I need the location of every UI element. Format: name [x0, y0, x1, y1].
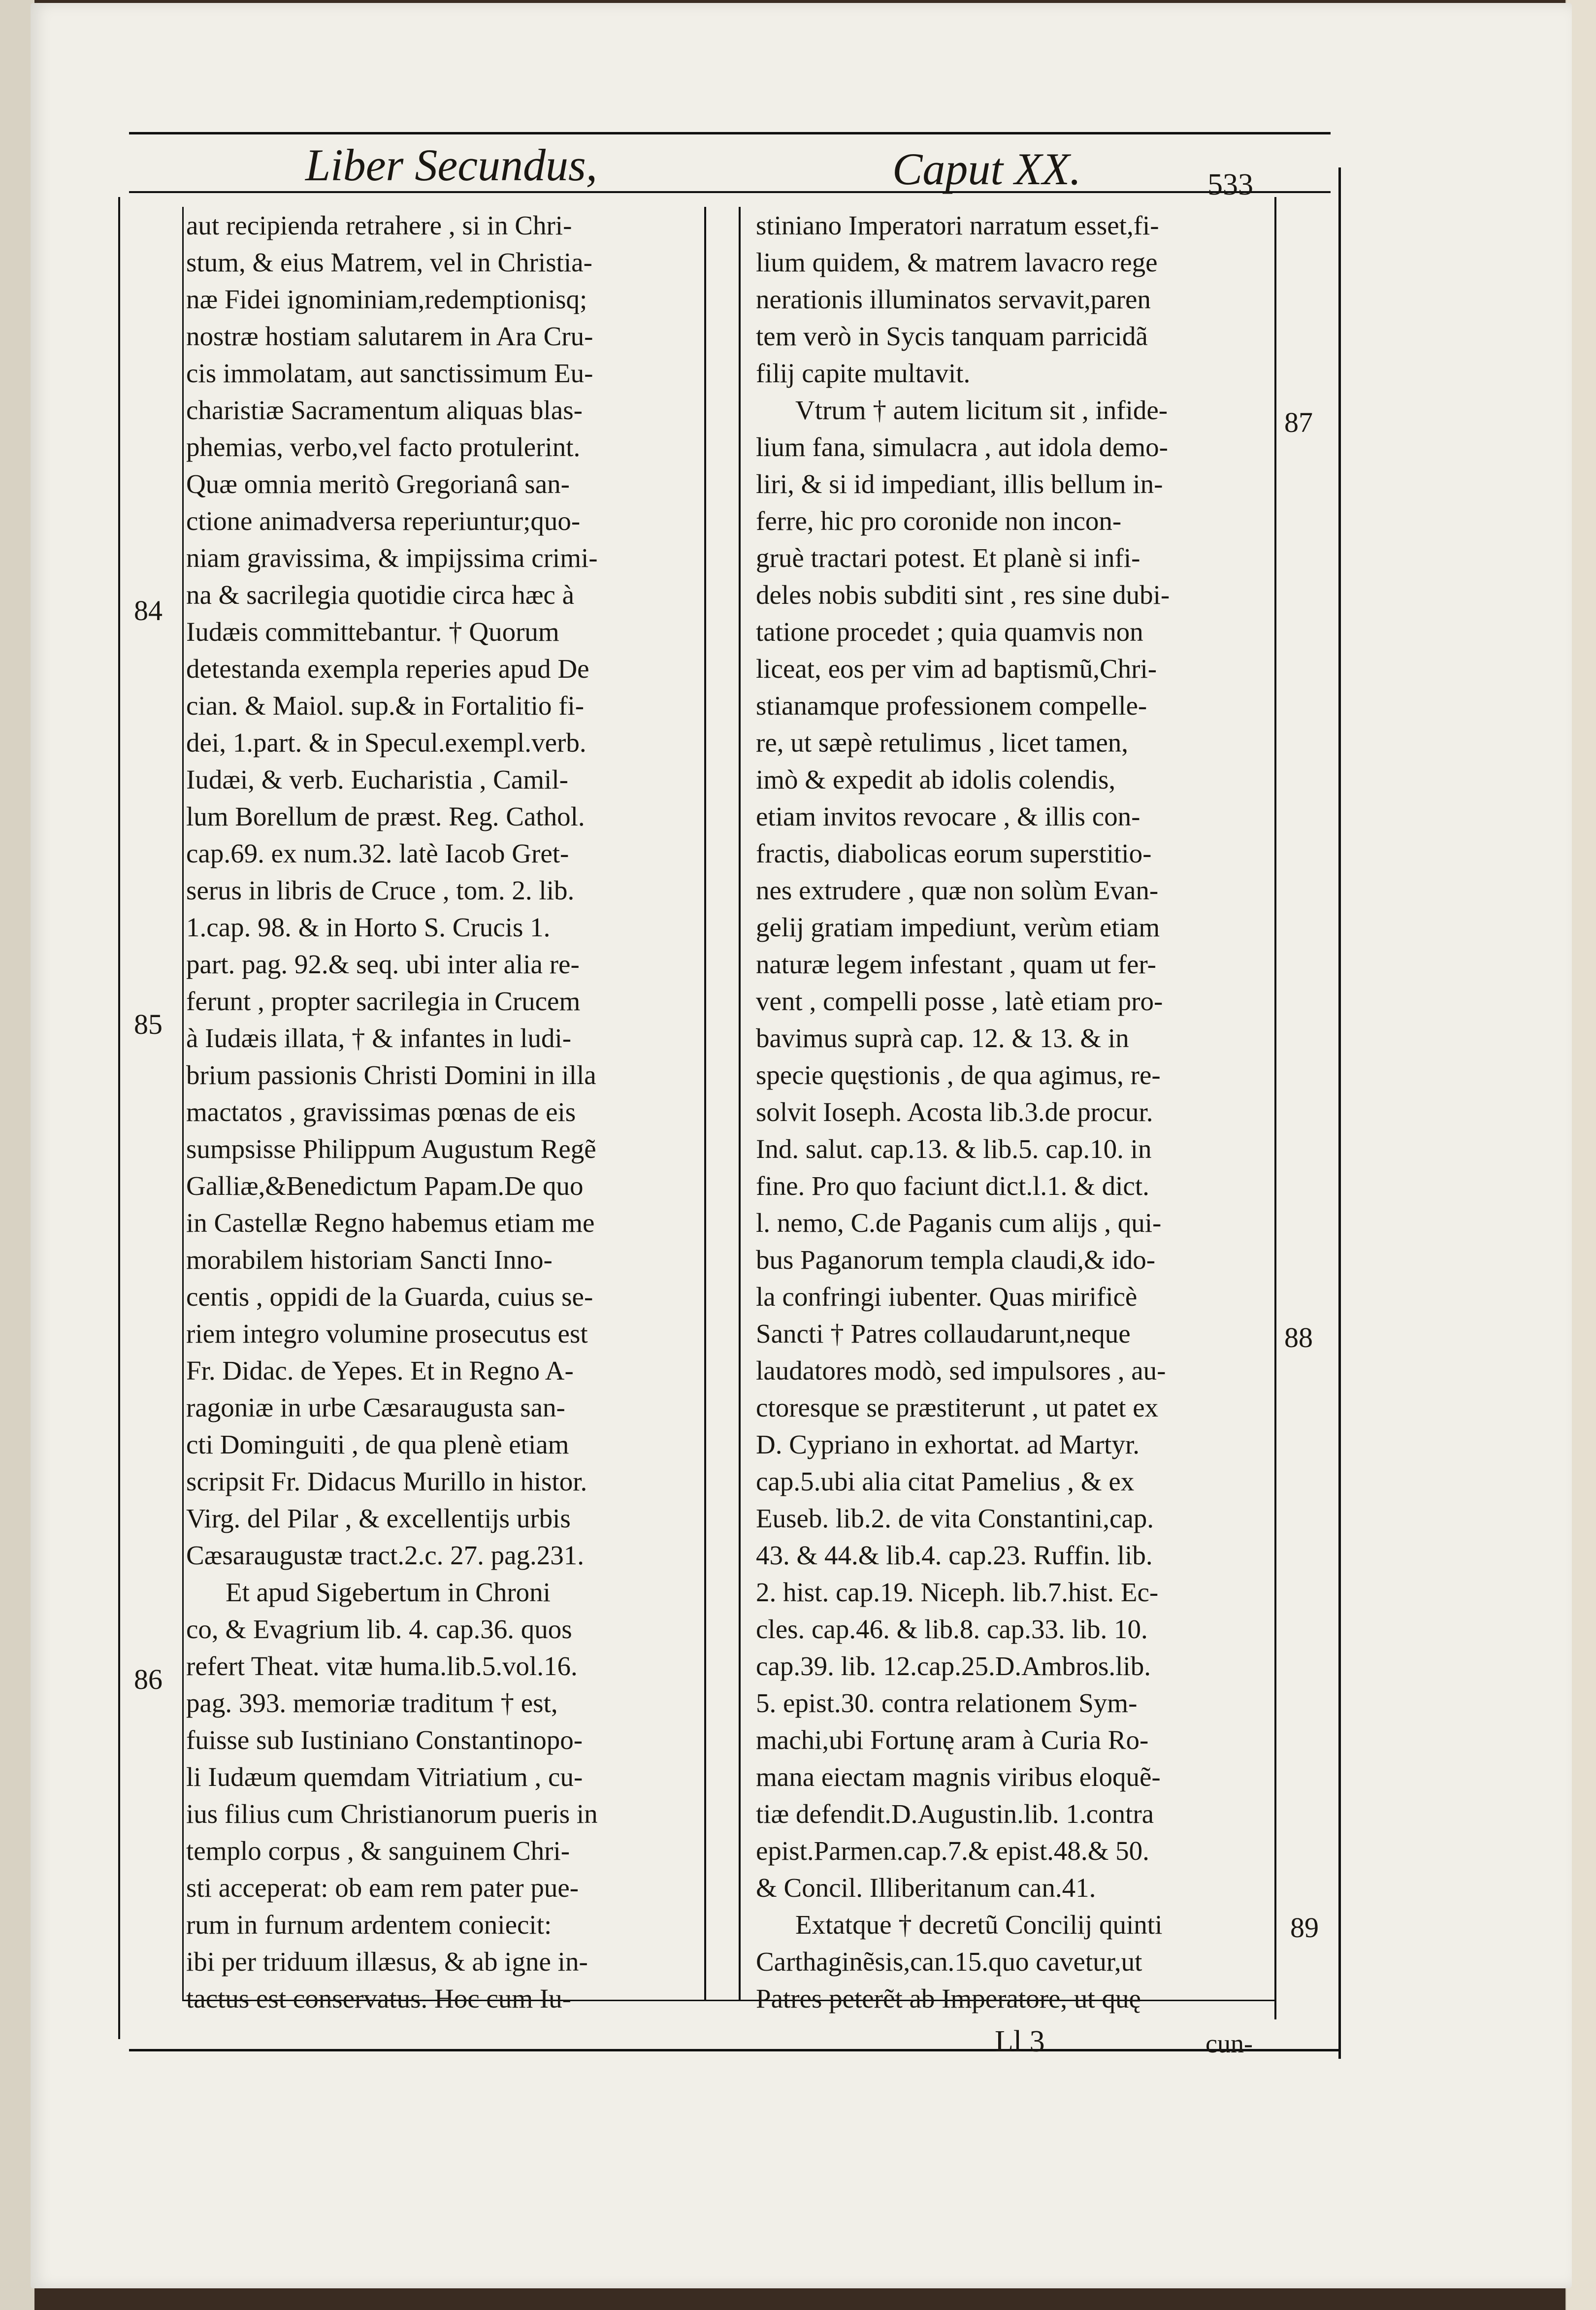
margin-number-84: 84	[134, 594, 163, 627]
text-line: cti Dominguiti , de qua plenè etiam	[186, 1429, 569, 1459]
text-line: tatione procedet ; quia quamvis non	[756, 617, 1143, 647]
text-line: templo corpus , & sanguinem Chri-	[186, 1836, 570, 1866]
text-line: cap.69. ex num.32. latè Iacob Gret-	[186, 838, 569, 868]
text-line: 43. & 44.& lib.4. cap.23. Ruffin. lib.	[756, 1540, 1153, 1570]
text-line: cis immolatam, aut sanctissimum Eu-	[186, 358, 593, 388]
text-line: mana eiectam magnis viribus eloquẽ-	[756, 1762, 1161, 1792]
running-head-chapter: Caput XX.	[892, 144, 1081, 194]
text-line: næ Fidei ignominiam,redemptionisq;	[186, 284, 587, 314]
text-line: cles. cap.46. & lib.8. cap.33. lib. 10.	[756, 1614, 1148, 1644]
header-top-rule	[129, 132, 1331, 134]
running-head-book: Liber Secundus,	[305, 140, 597, 190]
text-line: riem integro volumine prosecutus est	[186, 1319, 588, 1349]
text-line: ius filius cum Christianorum pueris in	[186, 1799, 598, 1829]
margin-number-86: 86	[134, 1663, 163, 1695]
text-line: naturæ legem infestant , quam ut fer-	[756, 949, 1156, 979]
text-line: specie quęstionis , de qua agimus, re-	[756, 1060, 1161, 1090]
text-line: bavimus suprà cap. 12. & 13. & in	[756, 1023, 1129, 1053]
text-line: 5. epist.30. contra relationem Sym-	[756, 1688, 1138, 1718]
text-line: tem verò in Sycis tanquam parricidã	[756, 321, 1148, 351]
right-frame-rule	[1338, 167, 1341, 2059]
text-line: laudatores modò, sed impulsores , au-	[756, 1355, 1166, 1386]
text-line: Quæ omnia meritò Gregorianâ san-	[186, 469, 570, 499]
text-line: nostræ hostiam salutarem in Ara Cru-	[186, 321, 593, 351]
text-line: cap.5.ubi alia citat Pamelius , & ex	[756, 1466, 1135, 1496]
text-line: Euseb. lib.2. de vita Constantini,cap.	[756, 1503, 1154, 1533]
text-line: imò & expedit ab idolis colendis,	[756, 764, 1116, 794]
text-line: sti acceperat: ob eam rem pater pue-	[186, 1873, 579, 1903]
text-line: cap.39. lib. 12.cap.25.D.Ambros.lib.	[756, 1651, 1151, 1681]
text-line: Ind. salut. cap.13. & lib.5. cap.10. in	[756, 1134, 1152, 1164]
text-line: ragoniæ in urbe Cæsaraugusta san-	[186, 1392, 565, 1422]
text-line: re, ut sæpè retulimus , licet tamen,	[756, 727, 1129, 758]
text-line: dei, 1.part. & in Specul.exempl.verb.	[186, 727, 586, 758]
text-line: morabilem historiam Sancti Inno-	[186, 1245, 553, 1275]
text-line: epist.Parmen.cap.7.& epist.48.& 50.	[756, 1836, 1149, 1866]
text-line: na & sacrilegia quotidie circa hæc à	[186, 580, 574, 610]
text-line: serus in libris de Cruce , tom. 2. lib.	[186, 875, 575, 905]
text-line: liceat, eos per vim ad baptismũ,Chri-	[756, 654, 1157, 684]
text-line: mactatos , gravissimas pœnas de eis	[186, 1097, 576, 1127]
text-line: lium fana, simulacra , aut idola demo-	[756, 432, 1168, 462]
left-inner-frame-rule	[182, 207, 184, 2000]
text-line: nes extrudere , quæ non solùm Evan-	[756, 875, 1159, 905]
text-line: machi,ubi Fortunę aram à Curia Ro-	[756, 1725, 1149, 1755]
text-line: 1.cap. 98. & in Horto S. Crucis 1.	[186, 912, 551, 942]
text-line: ibi per triduum illæsus, & ab igne in-	[186, 1947, 588, 1977]
text-line: 2. hist. cap.19. Niceph. lib.7.hist. Ec-	[756, 1577, 1159, 1607]
text-line: tiæ defendit.D.Augustin.lib. 1.contra	[756, 1799, 1154, 1829]
text-line: lium quidem, & matrem lavacro rege	[756, 247, 1158, 277]
signature-mark: Ll 3	[995, 2025, 1045, 2058]
text-line: stianamque professionem compelle-	[756, 691, 1147, 721]
text-line: part. pag. 92.& seq. ubi inter alia re-	[186, 949, 580, 979]
adjacent-page-edge	[0, 0, 34, 2310]
left-frame-rule	[118, 197, 120, 2039]
text-line: la confringi iubenter. Quas mirificè	[756, 1282, 1138, 1312]
text-line: Patres peterẽt ab Imperatore, ut quę	[756, 1983, 1141, 2013]
text-line: niam gravissima, & impijssima crimi-	[186, 543, 598, 573]
text-line: & Concil. Illiberitanum can.41.	[756, 1873, 1096, 1903]
text-line: D. Cypriano in exhortat. ad Martyr.	[756, 1429, 1140, 1459]
page-number: 533	[1207, 168, 1253, 201]
text-line: ferre, hic pro coronide non incon-	[756, 506, 1122, 536]
text-line: brium passionis Christi Domini in illa	[186, 1060, 596, 1090]
text-line: in Castellæ Regno habemus etiam me	[186, 1208, 595, 1238]
text-line: tactus est conservatus. Hoc cum Iu-	[186, 1983, 571, 2013]
text-line: scripsit Fr. Didacus Murillo in histor.	[186, 1466, 587, 1496]
text-line: phemias, verbo,vel facto protulerint.	[186, 432, 581, 462]
text-line: Extatque † decretũ Concilij quinti	[795, 1910, 1163, 1940]
text-line: bus Paganorum templa claudi,& ido-	[756, 1245, 1156, 1275]
text-line: Cæsaraugustæ tract.2.c. 27. pag.231.	[186, 1540, 585, 1570]
text-line: etiam invitos revocare , & illis con-	[756, 801, 1140, 831]
text-line: fractis, diabolicas eorum superstitio-	[756, 838, 1152, 868]
text-line: lum Borellum de præst. Reg. Cathol.	[186, 801, 585, 831]
footer-rule	[129, 2049, 1340, 2051]
text-line: l. nemo, C.de Paganis cum alijs , qui-	[756, 1208, 1162, 1238]
column-divider-right	[739, 207, 741, 2000]
text-line: ctione animadversa reperiuntur;quo-	[186, 506, 581, 536]
left-text-column	[186, 207, 708, 2017]
text-line: Fr. Didac. de Yepes. Et in Regno A-	[186, 1355, 574, 1386]
text-line: charistiæ Sacramentum aliquas blas-	[186, 395, 583, 425]
text-line: Galliæ,&Benedictum Papam.De quo	[186, 1171, 584, 1201]
text-line: solvit Ioseph. Acosta lib.3.de procur.	[756, 1097, 1153, 1127]
text-line: ctoresque se præstiterunt , ut patet ex	[756, 1392, 1159, 1422]
text-line: co, & Evagrium lib. 4. cap.36. quos	[186, 1614, 572, 1644]
text-line: li Iudæum quemdam Vitriatium , cu-	[186, 1762, 583, 1792]
right-column-rule	[1274, 197, 1276, 2019]
text-line: pag. 393. memoriæ traditum † est,	[186, 1688, 558, 1718]
margin-number-88: 88	[1284, 1321, 1313, 1353]
text-line: centis , oppidi de la Guarda, cuius se-	[186, 1282, 593, 1312]
text-line: nerationis illuminatos servavit,paren	[756, 284, 1151, 314]
margin-number-89: 89	[1290, 1912, 1319, 1944]
text-line: Iudæis committebantur. † Quorum	[186, 617, 559, 647]
text-line: Iudæi, & verb. Eucharistia , Camil-	[186, 764, 568, 794]
text-line: vent , compelli posse , latè etiam pro-	[756, 986, 1163, 1016]
text-line: filij capite multavit.	[756, 358, 971, 388]
text-line: gelij gratiam impediunt, verùm etiam	[756, 912, 1160, 942]
text-line: refert Theat. vitæ huma.lib.5.vol.16.	[186, 1651, 578, 1681]
text-line: Et apud Sigebertum in Chroni	[226, 1577, 551, 1607]
text-line: aut recipienda retrahere , si in Chri-	[186, 210, 572, 240]
catchword: cun-	[1205, 2029, 1253, 2058]
text-line: cian. & Maiol. sup.& in Fortalitio fi-	[186, 691, 585, 721]
text-line: Sancti † Patres collaudarunt,neque	[756, 1319, 1131, 1349]
right-text-column	[756, 207, 1268, 2017]
text-line: à Iudæis illata, † & infantes in ludi-	[186, 1023, 572, 1053]
text-line: Carthaginẽsis,can.15.quo cavetur,ut	[756, 1947, 1142, 1977]
text-line: sumpsisse Philippum Augustum Regẽ	[186, 1134, 596, 1164]
text-line: detestanda exempla reperies apud De	[186, 654, 589, 684]
text-line: ferunt , propter sacrilegia in Crucem	[186, 986, 581, 1016]
margin-number-85: 85	[134, 1008, 163, 1040]
text-line: Virg. del Pilar , & excellentijs urbis	[186, 1503, 571, 1533]
header-bottom-rule	[129, 191, 1331, 193]
text-line: stum, & eius Matrem, vel in Christia-	[186, 247, 592, 277]
text-line: deles nobis subditi sint , res sine dubi-	[756, 580, 1170, 610]
text-line: fuisse sub Iustiniano Constantinopo-	[186, 1725, 583, 1755]
margin-number-87: 87	[1284, 406, 1313, 438]
text-line: gruè tractari potest. Et planè si infi-	[756, 543, 1140, 573]
text-line: Vtrum † autem licitum sit , infide-	[795, 395, 1168, 425]
text-line: liri, & si id impediant, illis bellum in-	[756, 469, 1163, 499]
text-line: stiniano Imperatori narratum esset,fi-	[756, 210, 1159, 240]
text-line: rum in furnum ardentem coniecit:	[186, 1910, 552, 1940]
text-line: fine. Pro quo faciunt dict.l.1. & dict.	[756, 1171, 1149, 1201]
